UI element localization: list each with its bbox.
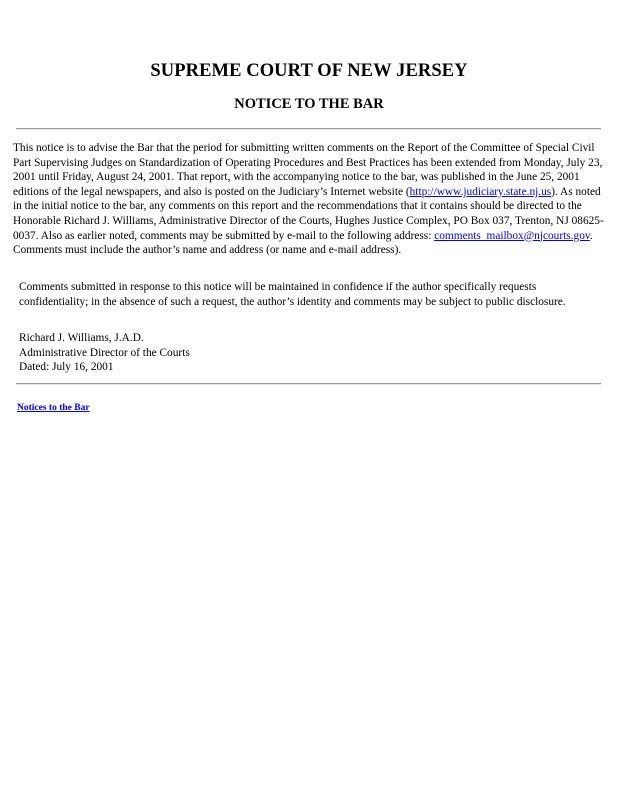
- signature-name: Richard J. Williams, J.A.D.: [19, 332, 144, 344]
- comments-email-link[interactable]: comments_mailbox@njcourts.gov: [434, 229, 590, 242]
- notice-p1-text-middle: ). As noted in the initial notice to the bar, any comments on this report and the recommendations that it contains should be directed to the Honorable Richard J. Williams, Administrative Director of the Courts, Hughes Justice Complex, PO Box 037, Trenton, NJ 08625-0037. Also as earlier noted, comments may be submitted by e-mail to the following address:: [13, 185, 604, 242]
- notice-paragraph-2: Comments submitted in response to this notice will be maintained in confidence if the author specifically requests confidentiality; in the absence of such a request, the author’s identity and comments may be subject to public disclosure.: [19, 281, 566, 308]
- notices-to-the-bar-link[interactable]: Notices to the Bar: [17, 403, 90, 413]
- signature-date: Dated: July 16, 2001: [19, 361, 114, 374]
- top-divider: [16, 128, 601, 130]
- notice-p1-text-end: . Comments must include the author’s name and address (or name and e-mail address).: [13, 229, 593, 257]
- notice-p1-text-start: This notice is to advise the Bar that the period for submitting written comments on the Report of the Committee of Special Civil Part Supervising Judges on Standardization of Operating Procedures and Best Practices has been extended from Monday, July 23, 2001 until Friday, August 24, 2001. That report, with the accompanying notice to the bar, was published in the June 25, 2001 editions of the legal newspapers, and also is posted on the Judiciary’s Internet website (: [13, 142, 603, 198]
- signature-role: Administrative Director of the Courts: [19, 346, 190, 359]
- signature-block: [19, 331, 190, 375]
- page-title: SUPREME COURT OF NEW JERSEY: [150, 61, 468, 81]
- page-subtitle: NOTICE TO THE BAR: [234, 96, 384, 112]
- notice-paragraph-1: [13, 141, 605, 258]
- judiciary-website-link[interactable]: http://www.judiciary.state.nj.us: [409, 185, 552, 198]
- bottom-divider: [16, 383, 601, 385]
